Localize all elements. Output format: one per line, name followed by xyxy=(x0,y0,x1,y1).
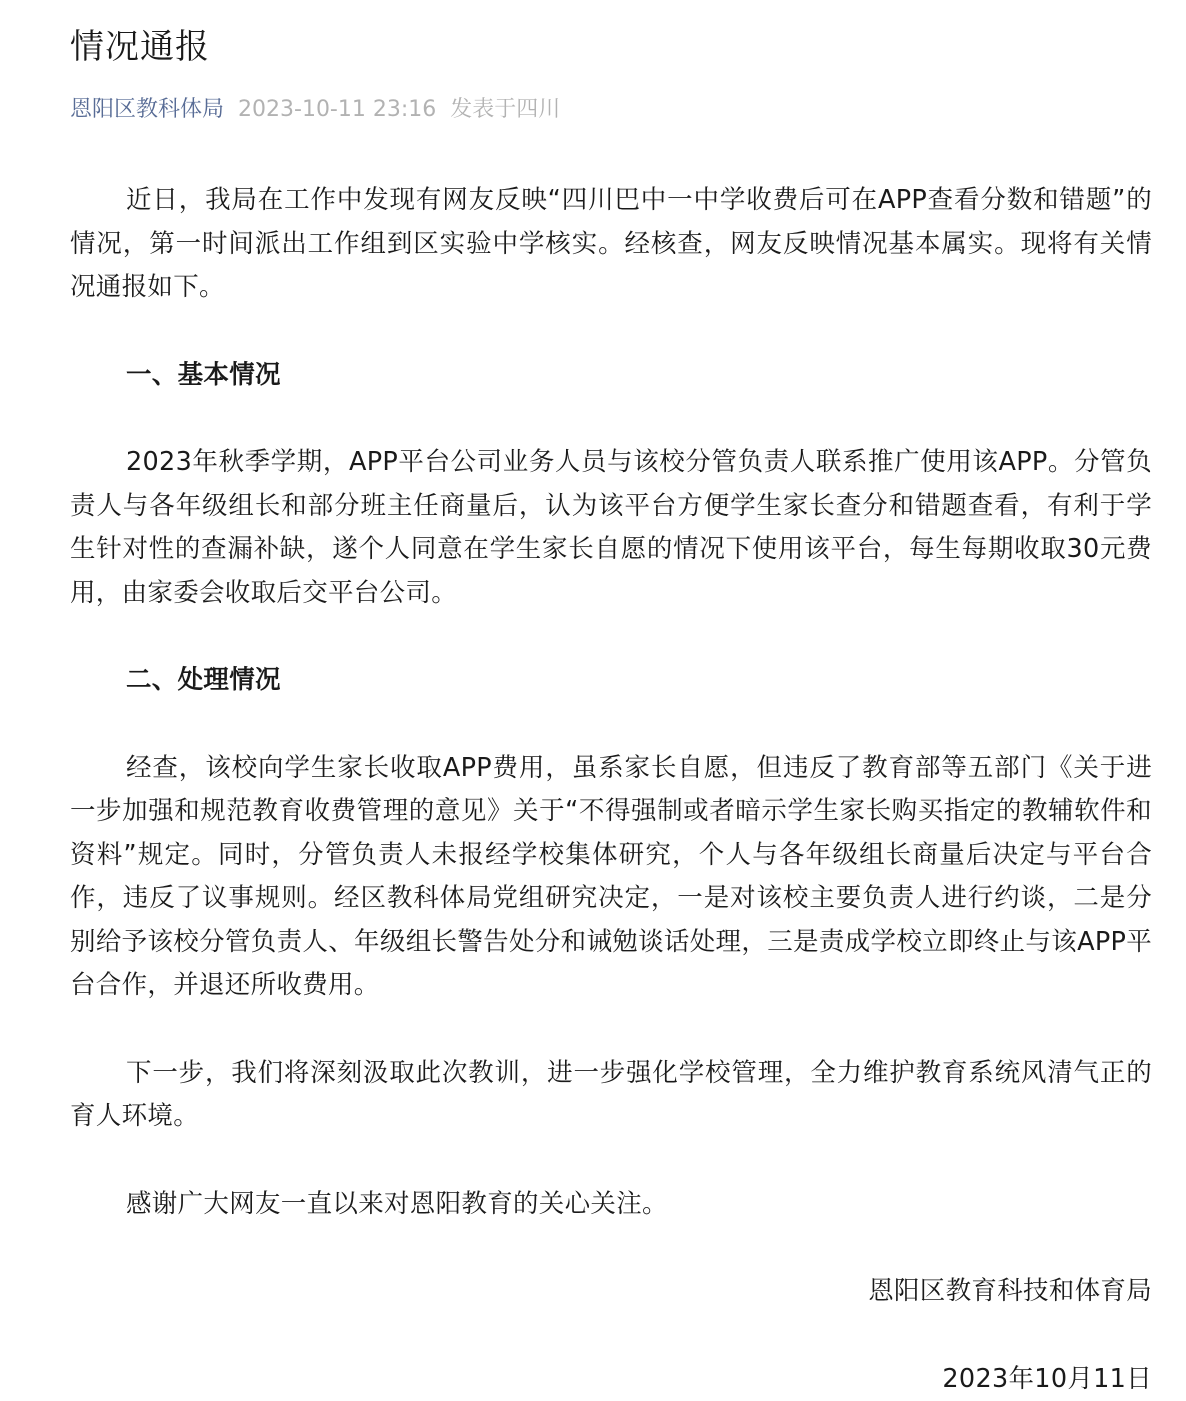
signature-date: 2023年10月11日 xyxy=(70,1358,1152,1401)
thanks-paragraph: 感谢广大网友一直以来对恩阳教育的关心关注。 xyxy=(70,1183,1152,1227)
handling-paragraph: 经查，该校向学生家长收取APP费用，虽系家长自愿，但违反了教育部等五部门《关于进一步加强和规范教育收费管理的意见》关于“不得强制或者暗示学生家长购买指定的教辅软件和资料”规定。同时，分管负责人未报经学校集体研究，个人与各年级组长商量后决定与平台合作，违反了议事规则。经区教科体局党组研究决定，一是对该校主要负责人进行约谈，二是分别给予该校分管负责人、年级组长警告处分和诫勉谈话处理，三是责成学校立即终止与该APP平台合作，并退还所收费用。 xyxy=(70,747,1152,1008)
article-meta xyxy=(70,92,560,128)
next-step-paragraph: 下一步，我们将深刻汲取此次教训，进一步强化学校管理，全力维护教育系统风清气正的育人环境。 xyxy=(70,1052,1152,1139)
section-heading-handling: 二、处理情况 xyxy=(70,659,1152,703)
account-name-link[interactable]: 恩阳区教科体局 xyxy=(70,97,224,122)
article-title: 情况通报 xyxy=(70,22,210,72)
signature-org: 恩阳区教育科技和体育局 xyxy=(70,1270,1152,1314)
intro-paragraph: 近日，我局在工作中发现有网友反映“四川巴中一中学收费后可在APP查看分数和错题”的情况，第一时间派出工作组到区实验中学核实。经核查，网友反映情况基本属实。现将有关情况通报如下。 xyxy=(70,179,1152,310)
publish-time: 2023-10-11 23:16 xyxy=(238,97,436,122)
section-heading-basic: 一、基本情况 xyxy=(70,354,1152,398)
publish-location: 发表于四川 xyxy=(450,97,560,122)
article-body xyxy=(70,179,1152,1401)
basic-situation-paragraph: 2023年秋季学期，APP平台公司业务人员与该校分管负责人联系推广使用该APP。分管负责人与各年级组长和部分班主任商量后，认为该平台方便学生家长查分和错题查看，有利于学生针对性的查漏补缺，遂个人同意在学生家长自愿的情况下使用该平台，每生每期收取30元费用，由家委会收取后交平台公司。 xyxy=(70,441,1152,615)
